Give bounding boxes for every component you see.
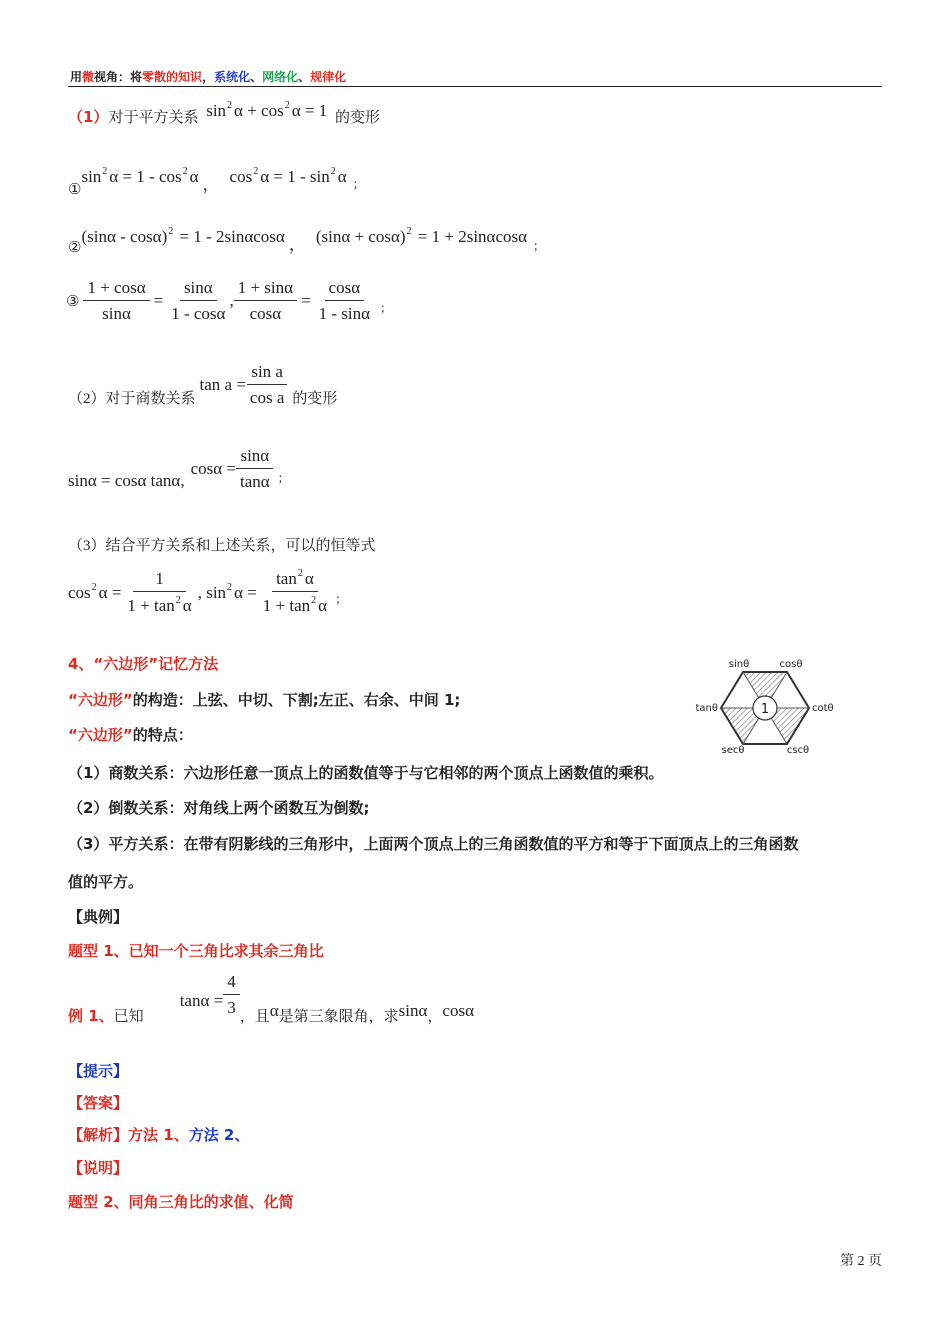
equation-2 [68,222,546,256]
formula: sinα = cosα tanα, [68,471,185,490]
label-sin: sinθ [728,659,750,670]
method-1: 方法 1 [128,1126,174,1144]
label-tan: tanθ [695,703,718,714]
formula: $\sin^2 \alpha = 1 - \cos^2 \alpha$ [81,166,199,186]
formula: cosα = [190,459,236,478]
example-text: ，且 [239,1008,270,1025]
hexagon-diagram [692,650,842,760]
formula: tanα = [179,991,224,1010]
method-2: 方法 2 [188,1126,235,1144]
header-text: 网络化 [262,70,299,84]
formula: $\sin^2 \alpha + \cos^2 \alpha = 1$ [206,100,328,120]
page-header [70,68,346,85]
hex-construction [68,689,460,710]
formula: $\cos^2 \alpha = 1 - \sin^2 \alpha$ [229,166,347,186]
header-text: 微 [82,70,95,84]
formula: (sinα - cosα)$^2$ = 1 - 2sinαcosα [81,226,285,246]
fraction [167,278,229,324]
hex-term: “六边形” [68,726,133,744]
example-text: 已知 [113,1008,144,1025]
fraction [246,362,288,408]
equals: = [153,291,164,310]
hex-features [68,724,193,745]
section-text: 的变形 [292,390,338,407]
hex-text: 的特点： [132,726,193,744]
numerator: 4 [223,972,240,995]
numerator: sinα [180,278,217,301]
formula: $\cos^2 \alpha$ = [68,581,122,602]
formula: cosα [442,1001,474,1020]
label-cot: cotθ [812,703,834,714]
separator: 、 [173,1126,189,1144]
hex-term: “六边形” [68,691,133,709]
example-text: ， [427,1008,443,1025]
section-2-line [68,362,337,408]
fraction [234,278,297,324]
formula: , $\sin^2 \alpha$ = [197,581,257,602]
end-mark: ； [352,177,365,191]
fraction [236,446,274,492]
section-4-title: 4、“六边形”记忆方法 [68,655,219,673]
hex-point-2: （2）倒数关系：对角线上两个函数互为倒数; [68,799,370,817]
equals: = [301,291,311,310]
numerator: sin a [247,362,287,385]
label-cos: cosθ [779,659,803,670]
alpha-symbol: α [269,1001,279,1020]
equation-4 [68,446,290,492]
fraction [83,278,149,324]
numerator: sinα [236,446,273,469]
separator: ， [288,235,306,254]
hex-point-1: （1）商数关系：六边形任意一顶点上的函数值等于与它相邻的两个顶点上函数值的乘积。 [68,764,664,782]
denominator: cosα [249,304,282,323]
separator: 、 [234,1126,250,1144]
denominator: sinα [102,304,131,323]
separator: ， [202,175,220,194]
header-text: ， [202,70,215,84]
numerator: 1 + cosα [83,278,149,301]
answer-label: 【答案】 [68,1094,129,1112]
end-mark: ； [335,591,348,606]
marker: ③ [66,293,80,310]
numerator: $\tan^2 \alpha$ [272,568,318,592]
label-sec: secθ [721,745,745,756]
header-text: 、 [298,70,311,84]
marker: ② [68,240,82,256]
marker: ① [68,182,82,198]
example-heading: 【典例】 [68,908,129,926]
separator: , [229,291,234,310]
section-1-line [68,100,380,127]
example-1 [68,972,474,1025]
numerator: 1 + sinα [234,278,297,301]
header-text: 零散的知识 [142,70,203,84]
section-3-line: （3）结合平方关系和上述关系，可以的恒等式 [68,538,376,554]
type-1-heading: 题型 1、已知一个三角比求其余三角比 [68,942,324,960]
example-text: 是第三象限角，求 [278,1008,399,1025]
denominator: $1 + \tan^2 \alpha$ [262,595,328,615]
equation-5 [68,568,347,616]
end-mark: ； [277,470,290,485]
header-text: 用 [70,70,83,84]
denominator: tanα [239,472,270,491]
header-text: 规律化 [310,70,347,84]
analysis-line [68,1124,249,1145]
label-csc: cscθ [786,745,810,756]
formula: $(\sin\alpha + \cos\alpha)^2 = 1 + 2\sin\alpha\cos\alpha$ [315,226,528,246]
section-text: 对于平方关系 [108,110,199,126]
denominator: 3 [227,998,236,1017]
section-text: （2）对于商数关系 [68,390,196,407]
numerator: 1 [133,569,186,592]
formula: sinα [398,1001,428,1020]
equation-1 [68,162,365,198]
center-label: 1 [760,702,770,717]
hex-text: 的构造：上弦、中切、下割;左正、右余、中间 1; [132,691,461,709]
header-text: 系统化 [214,70,251,84]
end-mark: ； [380,300,393,315]
hint-label: 【提示】 [68,1062,129,1080]
numerator: cosα [325,278,365,301]
equation-3 [66,278,392,324]
example-label: 例 1、 [68,1006,114,1025]
denominator: 1 - cosα [171,304,226,323]
fraction [223,972,240,1018]
denominator: $1 + \tan^2 \alpha$ [127,594,192,615]
section-label: （1） [68,108,109,126]
fraction [259,568,331,616]
analysis-label: 【解析】 [68,1126,129,1144]
fraction [123,569,195,616]
denominator: 1 - sinα [318,304,371,323]
header-rule [68,86,882,87]
note-label: 【说明】 [68,1159,129,1177]
fraction [315,278,374,324]
denominator: cos a [249,388,285,407]
formula: tan a = [199,375,246,394]
hex-point-3b: 值的平方。 [68,873,144,891]
header-text: 、 [250,70,263,84]
type-2-heading: 题型 2、同角三角比的求值、化简 [68,1193,294,1211]
page-number: 第 2 页 [840,1254,882,1269]
hex-point-3a: （3）平方关系：在带有阴影线的三角形中，上面两个顶点上的三角函数值的平方和等于下面顶点上的三角函数 [68,835,799,853]
header-text: 视角：将 [94,70,143,84]
end-mark: ； [533,239,546,253]
section-text: 的变形 [334,110,380,126]
